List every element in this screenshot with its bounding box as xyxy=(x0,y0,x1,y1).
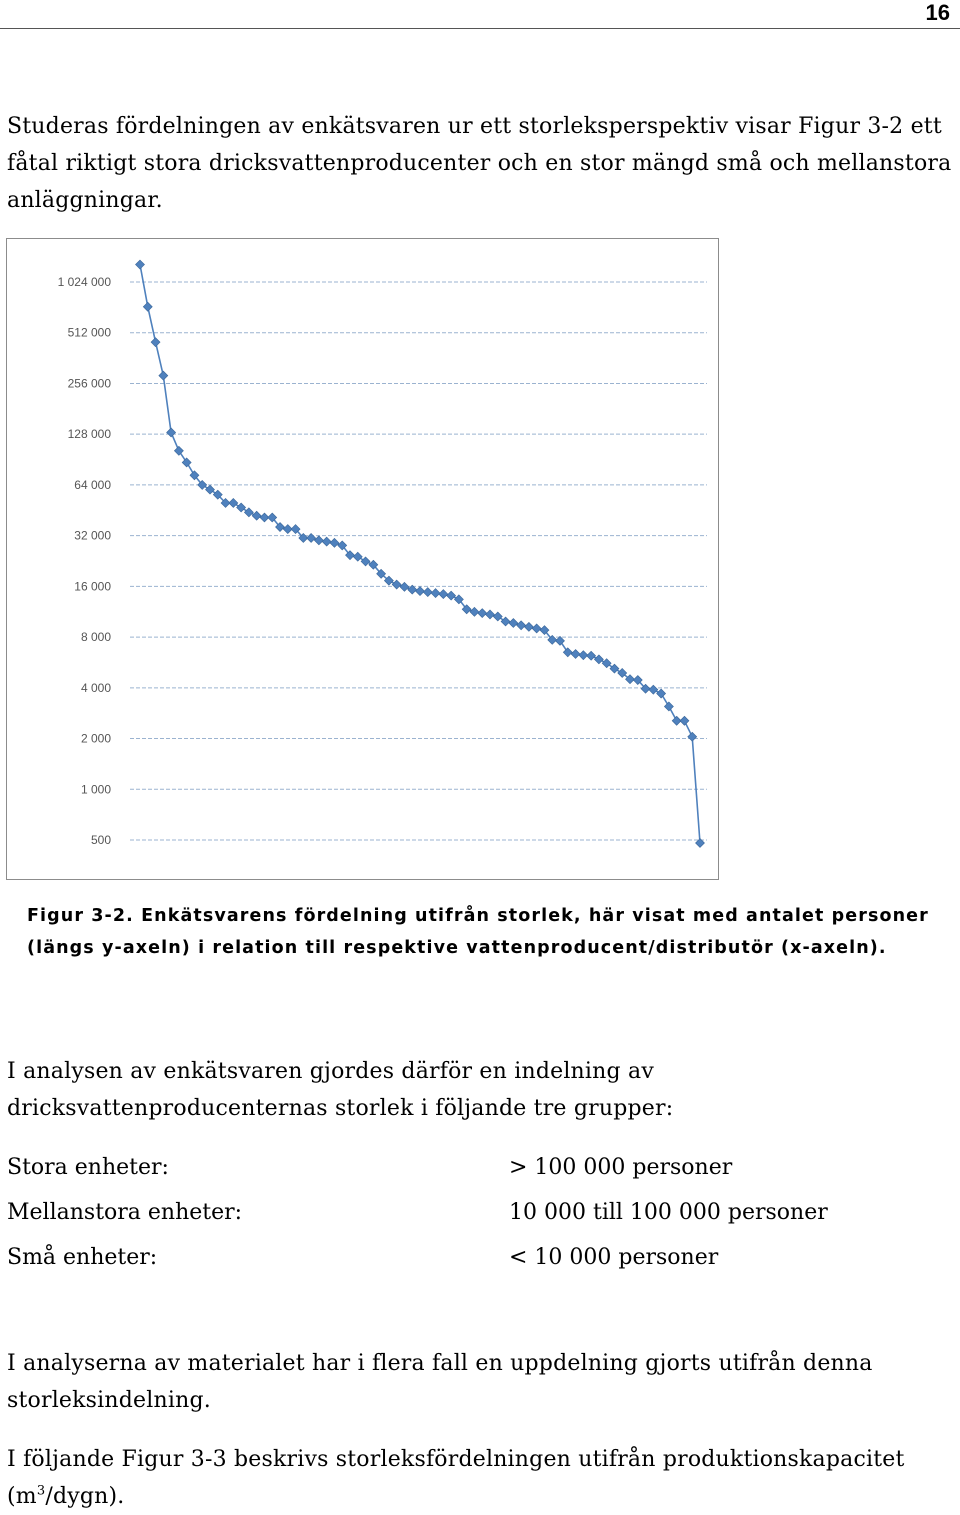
data-point xyxy=(330,538,339,547)
data-point xyxy=(664,702,673,711)
data-point xyxy=(439,590,448,599)
data-point xyxy=(159,371,168,380)
data-point xyxy=(587,651,596,660)
y-tick-label: 1 024 000 xyxy=(57,275,111,289)
outro-text-end: /dygn). xyxy=(45,1484,125,1509)
group-value: > 100 000 personer xyxy=(509,1155,733,1180)
data-point xyxy=(680,716,689,725)
data-point xyxy=(532,624,541,633)
data-point xyxy=(237,503,246,512)
y-tick-label: 500 xyxy=(90,833,111,847)
group-label: Stora enheter: xyxy=(7,1155,169,1180)
y-tick-label: 256 000 xyxy=(67,376,111,391)
data-point xyxy=(517,621,526,630)
data-point xyxy=(182,458,191,467)
data-point xyxy=(229,498,238,507)
analysis-paragraph: I analysen av enkätsvaren gjordes därför en indelning av dricksvattenproducenternas storlek i följande tre grupper: xyxy=(7,1059,674,1121)
data-point xyxy=(136,260,145,269)
y-tick-label: 32 000 xyxy=(74,528,111,543)
data-point xyxy=(167,428,176,437)
data-point xyxy=(206,485,215,494)
data-point xyxy=(447,591,456,600)
y-tick-label: 2 000 xyxy=(80,731,111,746)
y-tick-label: 128 000 xyxy=(67,427,111,442)
data-point xyxy=(571,649,580,658)
y-tick-label: 64 000 xyxy=(74,477,111,492)
data-point xyxy=(174,446,183,455)
figure-caption: Figur 3-2. Enkätsvarens fördelning utifrån storlek, här visat med antalet personer (längs y-axeln) i relation till respektive vattenproducent/distributör (x-axeln). xyxy=(27,906,929,958)
y-tick-label: 1 000 xyxy=(80,782,111,797)
y-tick-label: 8 000 xyxy=(80,630,111,645)
chart-frame xyxy=(6,238,719,880)
data-point xyxy=(392,580,401,589)
y-tick-label: 16 000 xyxy=(74,579,111,594)
page-number: 16 xyxy=(925,0,950,25)
outro-superscript: 3 xyxy=(36,1483,46,1499)
data-point xyxy=(353,552,362,561)
data-point xyxy=(322,537,331,546)
data-point xyxy=(493,612,502,621)
data-point xyxy=(509,618,518,627)
data-point xyxy=(151,338,160,347)
analysis-paragraph-2: I analyserna av materialet har i flera fall en uppdelning gjorts utifrån denna storleksindelning. xyxy=(7,1351,873,1413)
data-point xyxy=(657,689,666,698)
data-point xyxy=(594,655,603,664)
outro-text: I följande Figur 3-3 beskrivs storleksfördelningen utifrån produktionskapacitet (m xyxy=(7,1447,905,1509)
y-tick-label: 4 000 xyxy=(80,680,111,695)
group-value: 10 000 till 100 000 personer xyxy=(509,1200,828,1225)
data-point xyxy=(400,582,409,591)
data-point xyxy=(688,732,697,741)
data-point xyxy=(563,648,572,657)
data-point xyxy=(416,587,425,596)
data-point xyxy=(478,609,487,618)
data-point xyxy=(307,533,316,542)
data-point xyxy=(524,622,533,631)
group-value: < 10 000 personer xyxy=(509,1245,719,1270)
data-point xyxy=(649,685,658,694)
data-point xyxy=(486,610,495,619)
size-distribution-chart xyxy=(7,239,718,879)
data-point xyxy=(423,588,432,597)
data-point xyxy=(314,536,323,545)
header-rule xyxy=(0,28,960,29)
data-point xyxy=(556,636,565,645)
data-point xyxy=(501,617,510,626)
group-label: Små enheter: xyxy=(7,1245,158,1270)
series-line xyxy=(140,265,700,844)
data-point xyxy=(470,607,479,616)
data-point xyxy=(579,651,588,660)
group-label: Mellanstora enheter: xyxy=(7,1200,243,1225)
data-point xyxy=(143,302,152,311)
outro-paragraph xyxy=(7,1441,953,1515)
data-point xyxy=(431,589,440,598)
y-tick-label: 512 000 xyxy=(67,325,111,340)
intro-paragraph: Studeras fördelningen av enkätsvaren ur ett storleksperspektiv visar Figur 3-2 ett fåtal riktigt stora dricksvattenproducenter och en stor mängd små och mellanstora anläggningar. xyxy=(7,114,952,213)
